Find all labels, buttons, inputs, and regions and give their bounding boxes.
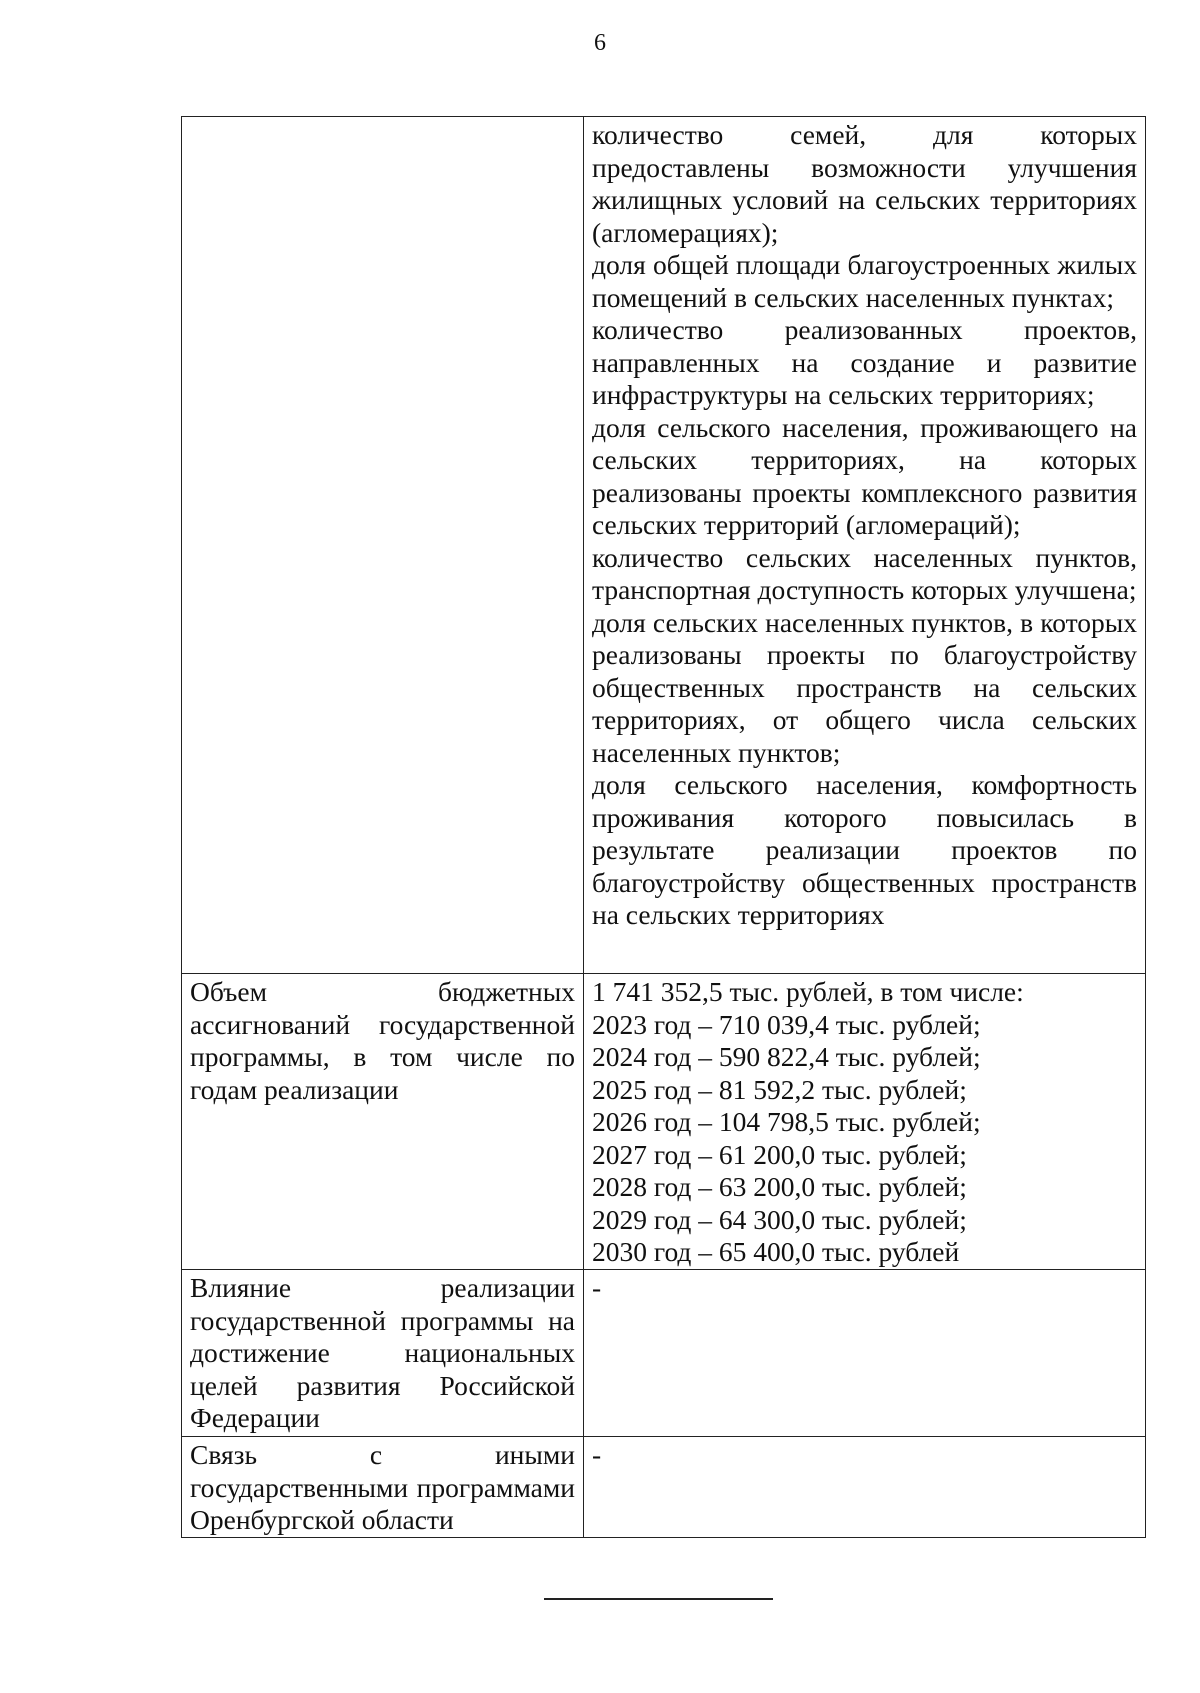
program-passport-table: [181, 116, 1146, 1538]
budget-year-line: 2023 год – 710 039,4 тыс. рублей;: [592, 1008, 981, 1040]
budget-year-line: 2030 год – 65 400,0 тыс. рублей: [592, 1236, 960, 1267]
page-number: 6: [594, 30, 606, 56]
budget-label-cell: Объем бюджетных ассигнований государственной программы, в том числе по годам реализации: [182, 974, 584, 1270]
footer-rule: [544, 1598, 773, 1600]
budget-year-line: 2028 год – 63 200,0 тыс. рублей;: [592, 1171, 967, 1202]
indicators-label-cell: [182, 117, 584, 974]
indicator-item: количество сельских населенных пунктов, транспортная доступность которых улучшена;: [592, 541, 1137, 605]
indicator-item: количество семей, для которых предоставлены возможности улучшения жилищных условий на сельских территориях (агломерациях);: [592, 119, 1137, 248]
budget-row: [182, 974, 1146, 1270]
indicator-item: доля сельских населенных пунктов, в которых реализованы проекты по благоустройству общественных пространств на сельских территориях, от общего числа сельских населенных пунктов;: [592, 606, 1137, 768]
indicator-item: количество реализованных проектов, направленных на создание и развитие инфраструктуры на сельских территориях;: [592, 314, 1137, 410]
indicators-list-cell: [584, 117, 1146, 974]
budget-total: 1 741 352,5 тыс. рублей, в том числе:: [592, 976, 1024, 1007]
indicator-item: доля общей площади благоустроенных жилых помещений в сельских населенных пунктах;: [592, 249, 1137, 313]
relation-value-cell: -: [584, 1437, 1146, 1538]
indicators-row: [182, 117, 1146, 974]
budget-year-line: 2027 год – 61 200,0 тыс. рублей;: [592, 1138, 967, 1170]
relation-label-cell: Связь с иными государственными программами Оренбургской области: [182, 1437, 584, 1538]
budget-year-line: 2024 год – 590 822,4 тыс. рублей;: [592, 1041, 981, 1072]
indicator-item: доля сельского населения, комфортность проживания которого повысилась в результате реализации проектов по благоустройству общественных пространств на сельских территориях: [592, 769, 1137, 930]
budget-year-line: 2026 год – 104 798,5 тыс. рублей;: [592, 1106, 981, 1137]
relation-row: [182, 1437, 1146, 1538]
budget-year-line: 2029 год – 64 300,0 тыс. рублей;: [592, 1203, 967, 1235]
influence-value-cell: -: [584, 1270, 1146, 1437]
budget-values-cell: [584, 974, 1146, 1270]
influence-label-cell: Влияние реализации государственной программы на достижение национальных целей развития Российской Федерации: [182, 1270, 584, 1437]
influence-row: [182, 1270, 1146, 1437]
indicator-item: доля сельского населения, проживающего на сельских территориях, на которых реализованы проекты комплексного развития сельских территорий (агломераций);: [592, 411, 1137, 540]
budget-year-line: 2025 год – 81 592,2 тыс. рублей;: [592, 1073, 967, 1105]
